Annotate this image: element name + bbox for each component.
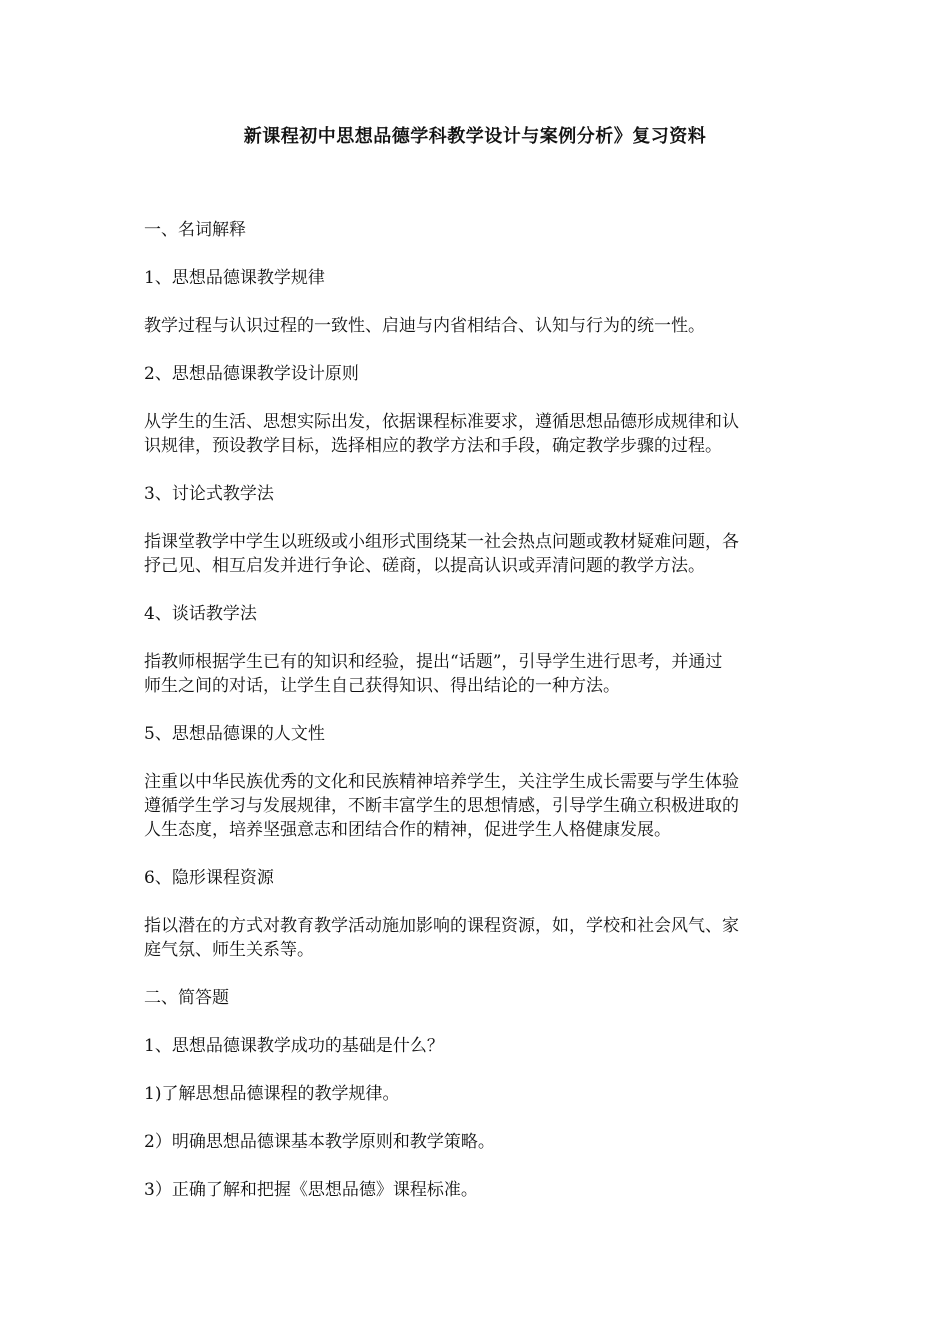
section-heading-short-answer: 二、简答题 [144, 988, 229, 1008]
term-heading-6: 6、隐形课程资源 [144, 868, 274, 888]
section-heading-terms: 一、名词解释 [144, 220, 246, 240]
term-body-3-line-1: 指课堂教学中学生以班级或小组形式围绕某一社会热点问题或教材疑难问题，各 [144, 532, 739, 552]
answer-1-item-3: 3）正确了解和把握《思想品德》课程标准。 [144, 1180, 478, 1200]
term-body-6-line-1: 指以潜在的方式对教育教学活动施加影响的课程资源，如，学校和社会风气、家 [144, 916, 739, 936]
term-body-5-line-1: 注重以中华民族优秀的文化和民族精神培养学生，关注学生成长需要与学生体验 [144, 772, 739, 792]
term-heading-2: 2、思想品德课教学设计原则 [144, 364, 359, 384]
term-heading-1: 1、思想品德课教学规律 [144, 268, 325, 288]
question-1: 1、思想品德课教学成功的基础是什么？ [144, 1036, 444, 1056]
term-heading-4: 4、谈话教学法 [144, 604, 257, 624]
term-heading-3: 3、讨论式教学法 [144, 484, 274, 504]
term-body-1: 教学过程与认识过程的一致性、启迪与内省相结合、认知与行为的统一性。 [144, 316, 705, 336]
term-body-2-line-2: 识规律，预设教学目标，选择相应的教学方法和手段，确定教学步骤的过程。 [144, 436, 722, 456]
answer-1-item-2: 2）明确思想品德课基本教学原则和教学策略。 [144, 1132, 495, 1152]
term-body-2-line-1: 从学生的生活、思想实际出发，依据课程标准要求，遵循思想品德形成规律和认 [144, 412, 739, 432]
term-body-3-line-2: 抒己见、相互启发并进行争论、磋商，以提高认识或弄清问题的教学方法。 [144, 556, 705, 576]
document-body [144, 218, 808, 1202]
term-heading-5: 5、思想品德课的人文性 [144, 724, 325, 744]
term-body-4-line-2: 师生之间的对话，让学生自己获得知识、得出结论的一种方法。 [144, 676, 620, 696]
term-body-6-line-2: 庭气氛、师生关系等。 [144, 940, 314, 960]
document-title: 新课程初中思想品德学科教学设计与案例分析》复习资料 [243, 126, 707, 147]
answer-1-item-1: 1)了解思想品德课程的教学规律。 [144, 1084, 400, 1104]
term-body-5-line-3: 人生态度，培养坚强意志和团结合作的精神，促进学生人格健康发展。 [144, 820, 671, 840]
term-body-4-line-1: 指教师根据学生已有的知识和经验，提出“话题”，引导学生进行思考，并通过 [144, 652, 723, 672]
term-body-5-line-2: 遵循学生学习与发展规律，不断丰富学生的思想情感，引导学生确立积极进取的 [144, 796, 739, 816]
